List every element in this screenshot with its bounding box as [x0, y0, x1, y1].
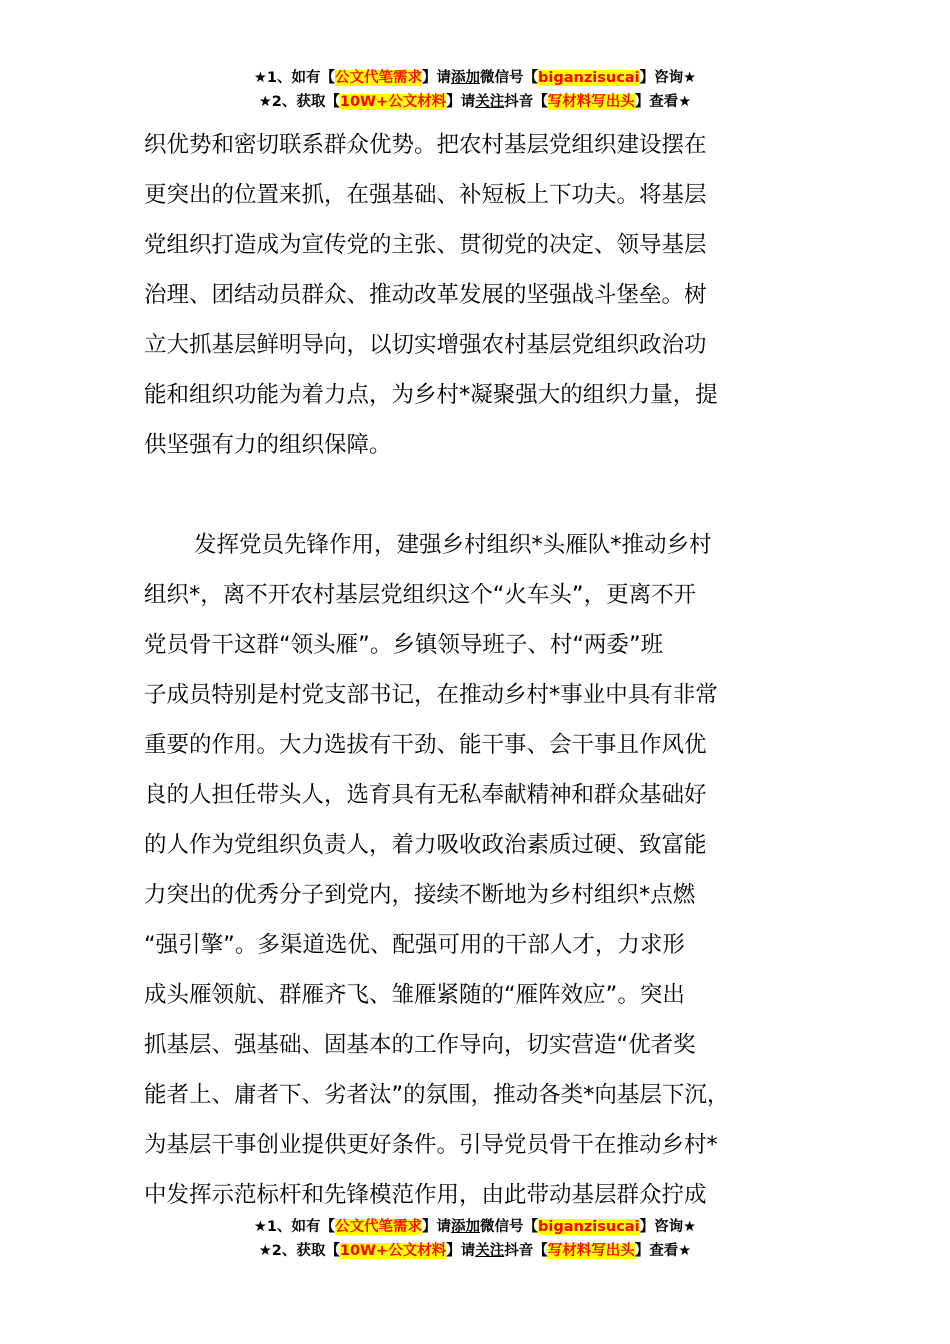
highlight-douyin-account: 写材料写出头: [547, 1243, 635, 1259]
text-line: 的人作为党组织负责人，着力吸收政治素质过硬、致富能: [144, 832, 707, 858]
document-body: [144, 120, 834, 1220]
banner-line-1: ★1、如有【公文代笔需求】请添加微信号【biganzisucai】咨询★: [253, 1219, 697, 1235]
text-line: 供坚强有力的组织保障。: [144, 432, 392, 458]
banner-line-2: ★2、获取【10W+公文材料】请关注抖音【写材料写出头】查看★: [258, 1243, 692, 1259]
text-line: 更突出的位置来抓，在强基础、补短板上下功夫。将基层: [144, 182, 707, 208]
text-line: 发挥党员先锋作用，建强乡村组织*头雁队*推动乡村: [194, 532, 712, 558]
highlight-service: 公文代笔需求: [335, 70, 423, 86]
highlight-materials: 10W+公文材料: [339, 1243, 447, 1259]
paragraph-1: [144, 120, 834, 470]
text-line: 能者上、庸者下、劣者汰”的氛围，推动各类*向基层下沉，: [144, 1082, 730, 1108]
text-line: 力突出的优秀分子到党内，接续不断地为乡村组织*点燃: [144, 882, 696, 908]
highlight-wechat-id: biganzisucai: [538, 70, 640, 86]
text-line: 能和组织功能为着力点，为乡村*凝聚强大的组织力量，提: [144, 382, 718, 408]
text-line: 抓基层、强基础、固基本的工作导向，切实营造“优者奖: [144, 1032, 696, 1058]
banner-line-1: ★1、如有【公文代笔需求】请添加微信号【biganzisucai】咨询★: [253, 70, 697, 86]
top-banner: [0, 66, 950, 114]
highlight-service: 公文代笔需求: [335, 1219, 423, 1235]
text-line: 党员骨干这群“领头雁”。乡镇领导班子、村“两委”班: [144, 632, 664, 658]
text-line: 子成员特别是村党支部书记，在推动乡村*事业中具有非常: [144, 682, 718, 708]
text-line: 重要的作用。大力选拔有干劲、能干事、会干事且作风优: [144, 732, 707, 758]
text-line: 中发挥示范标杆和先锋模范作用，由此带动基层群众拧成: [144, 1182, 707, 1208]
paragraph-2: [144, 520, 834, 1220]
text-line: 治理、团结动员群众、推动改革发展的坚强战斗堡垒。树: [144, 282, 707, 308]
text-line: 良的人担任带头人，选育具有无私奉献精神和群众基础好: [144, 782, 707, 808]
paragraph-gap: [144, 470, 834, 520]
banner-line-2: ★2、获取【10W+公文材料】请关注抖音【写材料写出头】查看★: [258, 94, 692, 110]
text-line: “强引擎”。多渠道选优、配强可用的干部人才，力求形: [144, 932, 685, 958]
text-line: 为基层干事创业提供更好条件。引导党员骨干在推动乡村*: [144, 1132, 718, 1158]
text-line: 立大抓基层鲜明导向，以切实增强农村基层党组织政治功: [144, 332, 707, 358]
highlight-materials: 10W+公文材料: [339, 94, 447, 110]
bottom-banner: [0, 1215, 950, 1263]
text-line: 织优势和密切联系群众优势。把农村基层党组织建设摆在: [144, 132, 707, 158]
text-line: 党组织打造成为宣传党的主张、贯彻党的决定、领导基层: [144, 232, 707, 258]
text-line: 组织*，离不开农村基层党组织这个“火车头”，更离不开: [144, 582, 697, 608]
text-line: 成头雁领航、群雁齐飞、雏雁紧随的“雁阵效应”。突出: [144, 982, 685, 1008]
highlight-wechat-id: biganzisucai: [538, 1219, 640, 1235]
highlight-douyin-account: 写材料写出头: [547, 94, 635, 110]
